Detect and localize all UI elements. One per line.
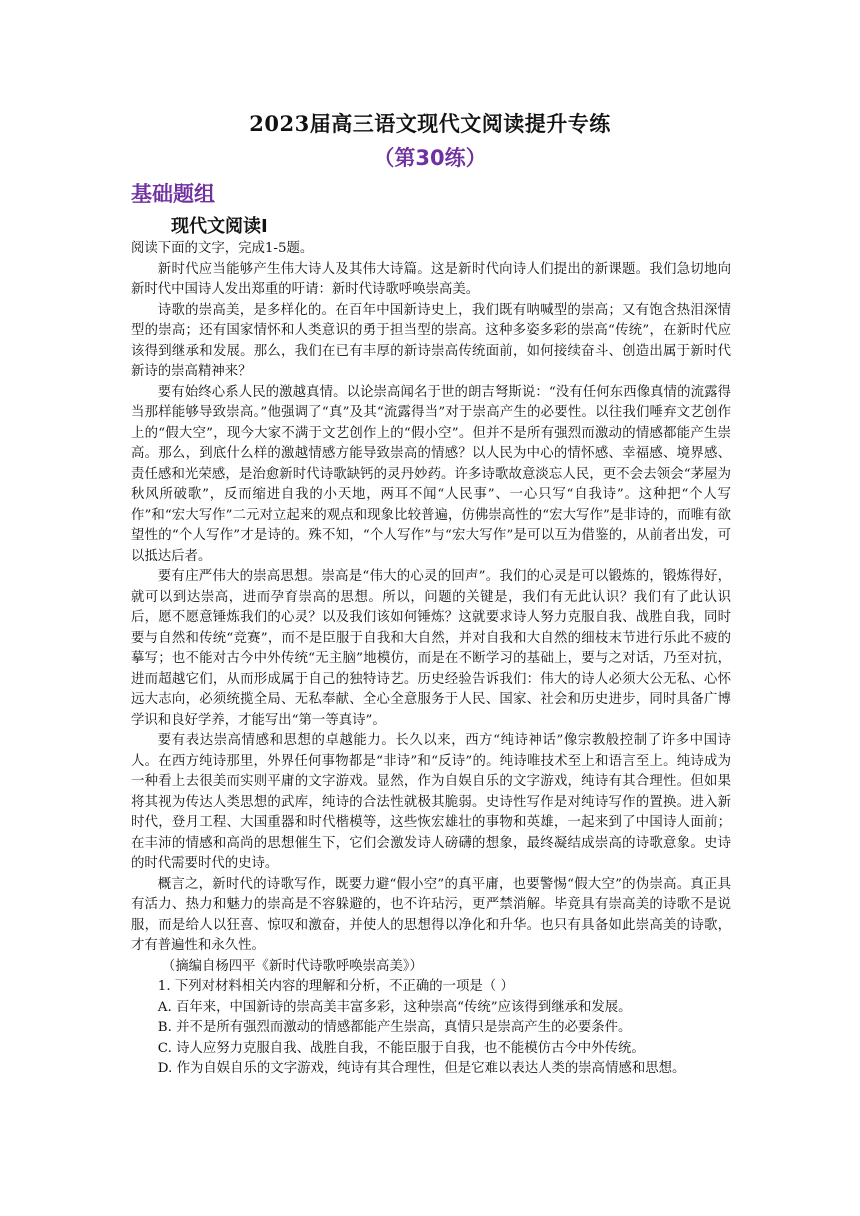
- option-c: C. 诗人应努力克服自我、战胜自我，不能臣服于自我，也不能模仿古今中外传统。: [157, 1040, 645, 1056]
- subsection-heading: 现代文阅读Ⅰ: [171, 216, 268, 237]
- document-title: 2023届高三语文现代文阅读提升专练: [249, 111, 611, 136]
- option-a: A. 百年来，中国新诗的崇高美丰富多彩，这种崇高“传统”应该得到继承和发展。: [157, 999, 632, 1015]
- paragraph: 概言之，新时代的诗歌写作，既要力避“假小空”的真平庸，也要警惕“假大空”的伪崇高。真正具有活力、热力和魅力的崇高是不容躲避的，也不许玷污，更严禁消解。毕竟具有崇高美的诗歌不是说服，而是给人以狂喜、惊叹和激奋，并使人的思想得以净化和升华。也只有具备如此崇高美的诗歌，才有普遍性和永久性。: [131, 876, 731, 953]
- practice-number: （第30练）: [373, 146, 487, 170]
- paragraph: 要有表达崇高情感和思想的卓越能力。长久以来，西方“纯诗神话”像宗教般控制了许多中国诗人。在西方纯诗那里，外界任何事物都是“非诗”和“反诗”的。纯诗唯技术至上和语言至上。纯诗成为一种看上去很美而实则平庸的文字游戏。显然，作为自娱自乐的文字游戏，纯诗有其合理性。但如果将其视为传达人类思想的武库，纯诗的合法性就极其脆弱。史诗性写作是对纯诗写作的置换。进入新时代，登月工程、大国重器和时代楷模等，这些恢宏雄壮的事物和英雄，一起来到了中国诗人面前；在丰沛的情感和高尚的思想催生下，它们会激发诗人磅礴的想象，最终凝结成崇高的诗歌意象。史诗的时代需要时代的史诗。: [131, 733, 731, 871]
- instruction: 阅读下面的文字，完成1-5题。: [131, 241, 314, 256]
- source-citation: （摘编自杨四平《新时代诗歌呼唤崇高美》）: [161, 958, 423, 974]
- option-d: D. 作为自娱自乐的文字游戏，纯诗有其合理性，但是它难以表达人类的崇高情感和思想。: [157, 1061, 686, 1076]
- paragraph: 诗歌的崇高美，是多样化的。在百年中国新诗史上，我们既有呐喊型的崇高；又有饱含热泪深情型的崇高；还有国家情怀和人类意识的勇于担当型的崇高。这种多姿多彩的崇高“传统”，在新时代应该得到继承和发展。那么，我们在已有丰厚的新诗崇高传统面前，如何接续奋斗、创造出属于新时代新诗的崇高精神来？: [131, 302, 731, 379]
- section-heading: 基础题组: [131, 182, 215, 206]
- paragraph: 要有始终心系人民的激越真情。以论崇高闻名于世的朗吉弩斯说：“没有任何东西像真情的流露得当那样能够导致崇高。”他强调了“真”及其“流露得当”对于崇高产生的必要性。以往我们唾弃文艺创作上的“假大空”，现今大家不满于文艺创作上的“假小空”。但并不是所有强烈而激动的情感都能产生崇高。那么，到底什么样的激越情感方能导致崇高的情感？以人民为中心的情怀感、幸福感、境界感、责任感和光荣感，是治愈新时代诗歌缺钙的灵丹妙药。许多诗歌故意淡忘人民，更不会去领会“茅屋为秋风所破歌”，反而缩进自我的小天地，两耳不闻“人民事”、一心只写“自我诗”。这种把“个人写作”和“宏大写作”二元对立起来的观点和现象比较普遍，仿佛崇高性的“宏大写作”是非诗的，而唯有欲望性的“个人写作”才是诗的。殊不知，“个人写作”与“宏大写作”是可以互为借鉴的，从前者出发，可以抵达后者。: [131, 384, 731, 564]
- reading-text: [131, 239, 731, 1080]
- question-stem: 1. 下列对材料相关内容的理解和分析，不正确的一项是（ ）: [157, 979, 514, 994]
- paragraph: 新时代应当能够产生伟大诗人及其伟大诗篇。这是新时代向诗人们提出的新课题。我们急切地向新时代中国诗人发出郑重的吁请：新时代诗歌呼唤崇高美。: [131, 261, 731, 297]
- option-b: B. 并不是所有强烈而激动的情感都能产生崇高，真情只是崇高产生的必要条件。: [157, 1020, 632, 1035]
- paragraph: 要有庄严伟大的崇高思想。崇高是“伟大的心灵的回声”。我们的心灵是可以锻炼的，锻炼得好，就可以到达崇高，进而孕育崇高的思想。所以，问题的关键是，我们有无此认识？我们有了此认识后，愿不愿意锤炼我们的心灵？以及我们该如何锤炼？这就要求诗人努力克服自我、战胜自我，同时要与自然和传统“竞赛”，而不是臣服于自我和大自然，并对自我和大自然的细枝末节进行乐此不疲的摹写；也不能对古今中外传统“无主脑”地模仿，而是在不断学习的基础上，要与之对话，乃至对抗，进而超越它们，从而形成属于自己的独特诗艺。历史经验告诉我们：伟大的诗人必须大公无私、心怀远大志向，必须统揽全局、无私奉献、全心全意服务于人民、国家、社会和历史进步，同时具备广博学识和良好学养，才能写出“第一等真诗”。: [131, 569, 731, 728]
